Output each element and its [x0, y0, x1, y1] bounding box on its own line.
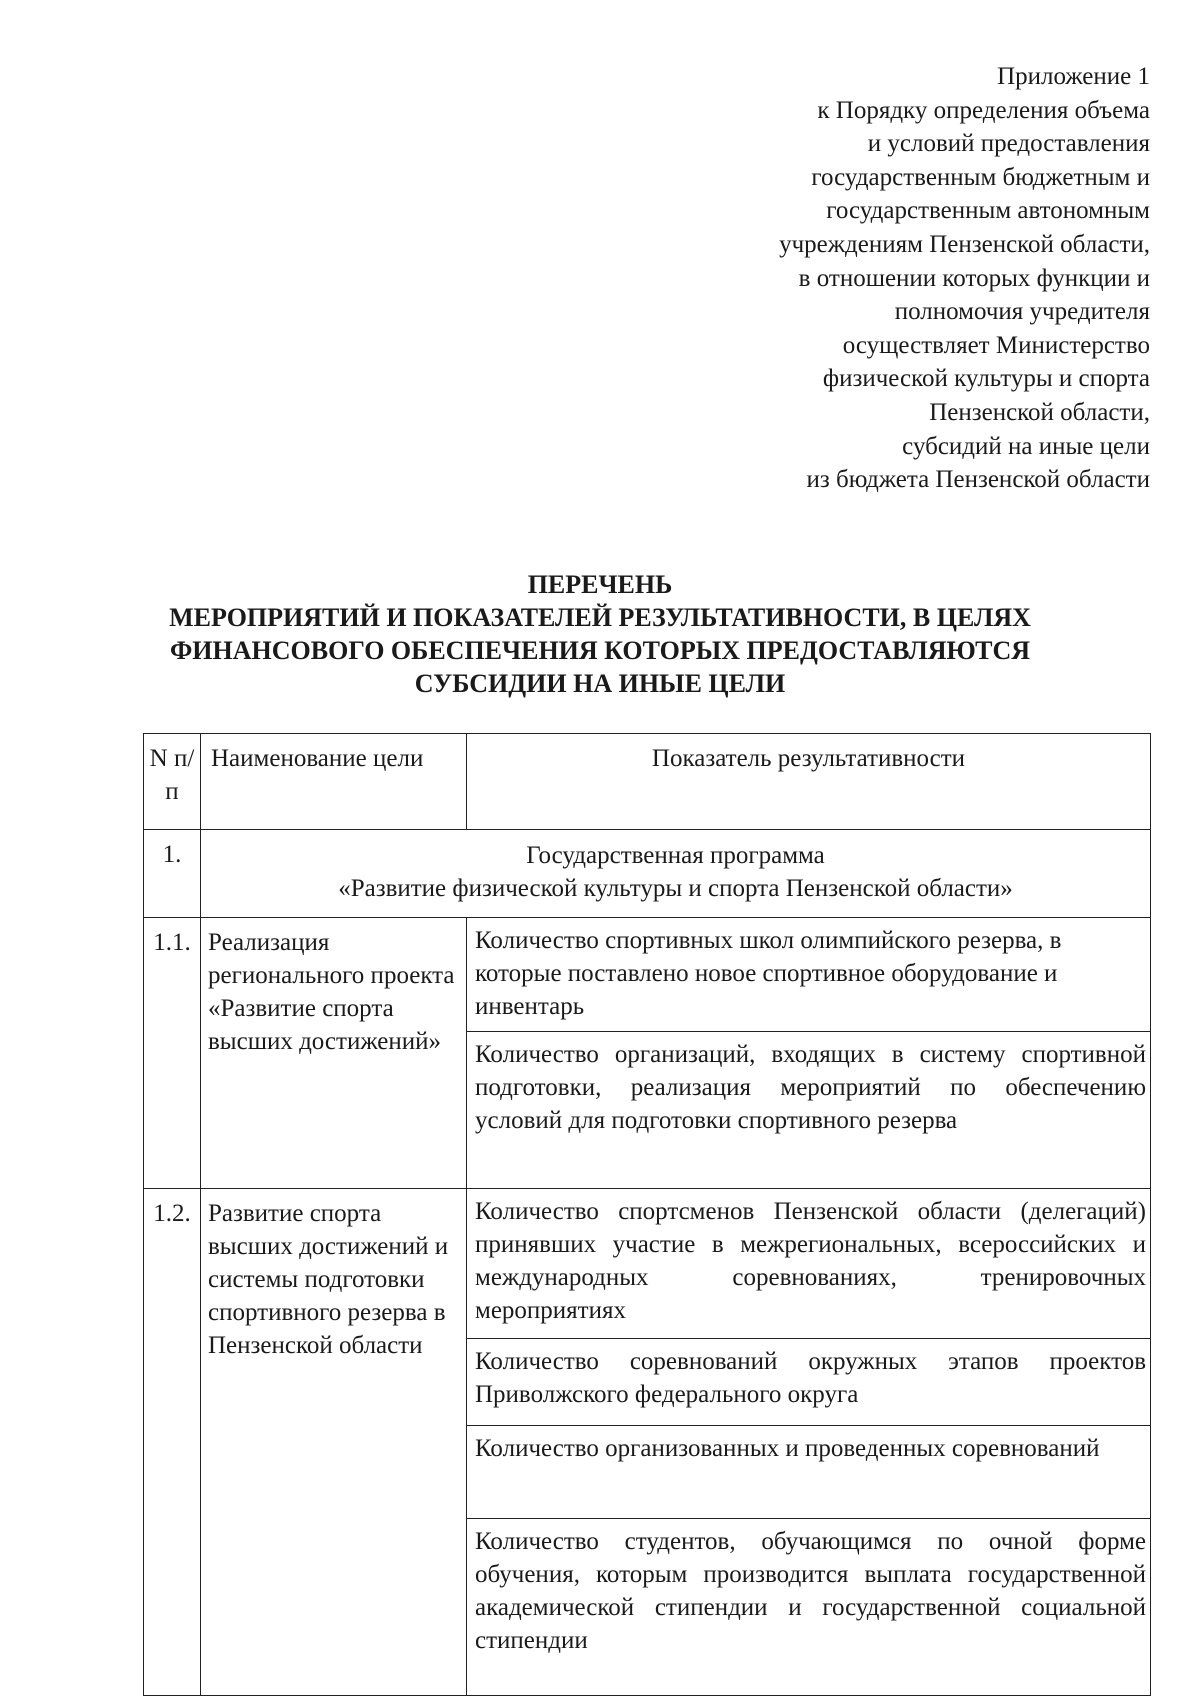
title-line: СУБСИДИИ НА ИНЫЕ ЦЕЛИ [414, 669, 786, 698]
program-row [144, 830, 1151, 918]
program-line: «Развитие физической культуры и спорта Пензенской области» [338, 875, 1013, 902]
row-goal: Развитие спорта высших достижений и системы подготовки спортивного резерва в Пензенской области [201, 1189, 467, 1696]
table-row [144, 1189, 1151, 1339]
measures-table [143, 733, 1151, 1696]
program-num: 1. [144, 830, 201, 918]
program-line: Государственная программа [526, 842, 825, 869]
title-line: ПЕРЕЧЕНЬ [527, 570, 673, 599]
row-num: 1.1. [144, 918, 201, 1189]
appendix-line: к Порядку определения объема [817, 96, 1150, 124]
appendix-line: учреждениям Пензенской области, [779, 230, 1150, 258]
appendix-line: из бюджета Пензенской области [806, 466, 1150, 494]
row-indicator: Количество организаций, входящих в систему спортивной подготовки, реализация мероприятий по обеспечению условий для подготовки спортивного резерва [467, 1032, 1151, 1189]
table-header-row [144, 734, 1151, 830]
title-line: ФИНАНСОВОГО ОБЕСПЕЧЕНИЯ КОТОРЫХ ПРЕДОСТАВЛЯЮТСЯ [169, 636, 1031, 665]
title-line: МЕРОПРИЯТИЙ И ПОКАЗАТЕЛЕЙ РЕЗУЛЬТАТИВНОСТИ, В ЦЕЛЯХ [169, 603, 1031, 632]
row-goal: Реализация регионального проекта «Развитие спорта высших достижений» [201, 918, 467, 1189]
row-indicator: Количество студентов, обучающимся по очной форме обучения, которым производится выплата государственной академической стипендии и государственной социальной стипендии [467, 1519, 1151, 1696]
appendix-line: и условий предоставления [867, 130, 1150, 158]
appendix-line: субсидий на иные цели [902, 432, 1150, 460]
appendix-note [710, 60, 1150, 497]
appendix-line: государственным бюджетным и [811, 163, 1150, 191]
appendix-line: осуществляет Министерство [842, 331, 1150, 359]
header-indicator: Показатель результативности [467, 734, 1151, 830]
appendix-line: государственным автономным [826, 197, 1150, 225]
row-indicator: Количество спортивных школ олимпийского резерва, в которые поставлено новое спортивное оборудование и инвентарь [467, 918, 1151, 1032]
row-indicator: Количество спортсменов Пензенской области (делегаций) принявших участие в межрегиональных, всероссийских и международных соревнованиях, тренировочных мероприятиях [467, 1189, 1151, 1339]
row-indicator: Количество организованных и проведенных соревнований [467, 1426, 1151, 1519]
document-title [0, 568, 1200, 700]
appendix-line: Пензенской области, [929, 398, 1150, 426]
appendix-line: Приложение 1 [997, 63, 1150, 90]
header-goal: Наименование цели [201, 734, 467, 830]
appendix-line: физической культуры и спорта [822, 365, 1150, 393]
table-row [144, 918, 1151, 1032]
program-title [201, 830, 1151, 918]
appendix-line: полномочия учредителя [894, 298, 1150, 326]
header-num: N п/п [144, 734, 201, 830]
row-indicator: Количество соревнований окружных этапов проектов Приволжского федерального округа [467, 1339, 1151, 1426]
appendix-line: в отношении которых функции и [798, 264, 1150, 292]
row-num: 1.2. [144, 1189, 201, 1696]
